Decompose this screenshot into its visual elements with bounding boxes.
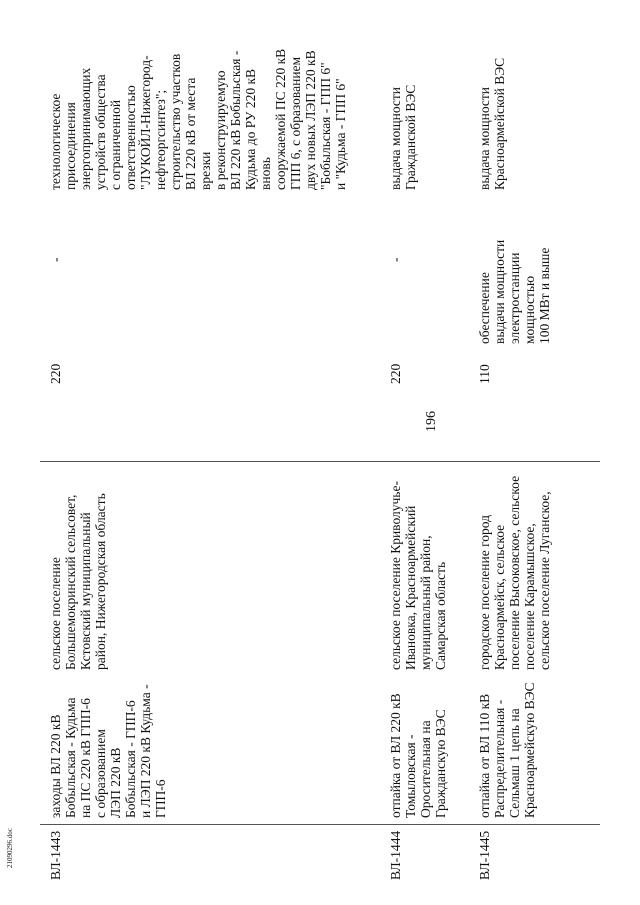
row-3-code: ВЛ-1445	[477, 830, 492, 880]
row-3-capacity: обеспечение выдачи мощности электростанции мощностью 100 МВт и выше	[477, 239, 552, 344]
row-3-location: городское поселение город Красноармейск, сельское поселение Высоковское, сельское поселение Карамышское, сельское поселение Луганское,	[477, 475, 552, 670]
row-2-location: сельское поселение Криволучье- Ивановка, Красноармейский муниципальный район, Самарская область	[388, 481, 448, 670]
row-1-code: ВЛ-1443	[48, 830, 63, 880]
row-2-name: отпайка от ВЛ 220 кВ Томыловская - Оросительная на Гражданскую ВЭС	[388, 693, 448, 818]
row-2-code: ВЛ-1444	[388, 830, 403, 880]
column-divider	[40, 461, 600, 462]
page-number: 196	[424, 411, 439, 432]
row-1-voltage: 220	[48, 363, 63, 384]
row-2-capacity: -	[388, 257, 403, 262]
rotated-table	[40, 40, 600, 880]
row-2-voltage: 220	[388, 363, 403, 384]
footer-filename: 21090296.doc	[6, 828, 14, 868]
row-1-purpose: технологическое присоединения энергопринимающих устройств общества с ограниченной ответственностью "ЛУКОЙЛ-Нижегород- нефтеоргсинтез"; строительство участков ВЛ 220 кВ от места врезки в реконструируемую ВЛ 220 кВ Бобыльская - Кудьма до РУ 220 кВ вновь сооружаемой ПС 220 кВ ГПП 6, с образованием двух новых ЛЭП 220 кВ "Бобыльская - ГПП 6" и "Кудьма - ГПП 6"	[48, 48, 348, 190]
row-2-purpose: выдача мощности Гражданской ВЭС	[388, 84, 418, 190]
column-divider	[40, 824, 600, 825]
row-1-name: заходы ВЛ 220 кВ Бобыльская - Кудьма на ПС 220 кВ ГПП-6 с образованием ЛЭП 220 кВ Бобыльская - ГПП-6 и ЛЭП 220 кВ Кудьма - ГПП-6	[48, 684, 168, 818]
row-3-purpose: выдача мощности Красноармейской ВЭС	[477, 57, 507, 190]
row-1-capacity: -	[48, 257, 63, 262]
row-1-location: сельское поселение Большемокринский сельсовет, Кстовский муниципальный район, Нижегородская область	[48, 493, 108, 670]
row-3-voltage: 110	[477, 364, 492, 384]
row-3-name: отпайка от ВЛ 110 кВ Распределительная - Сельмаш 1 цепь на Красноармейскую ВЭС	[477, 682, 537, 818]
